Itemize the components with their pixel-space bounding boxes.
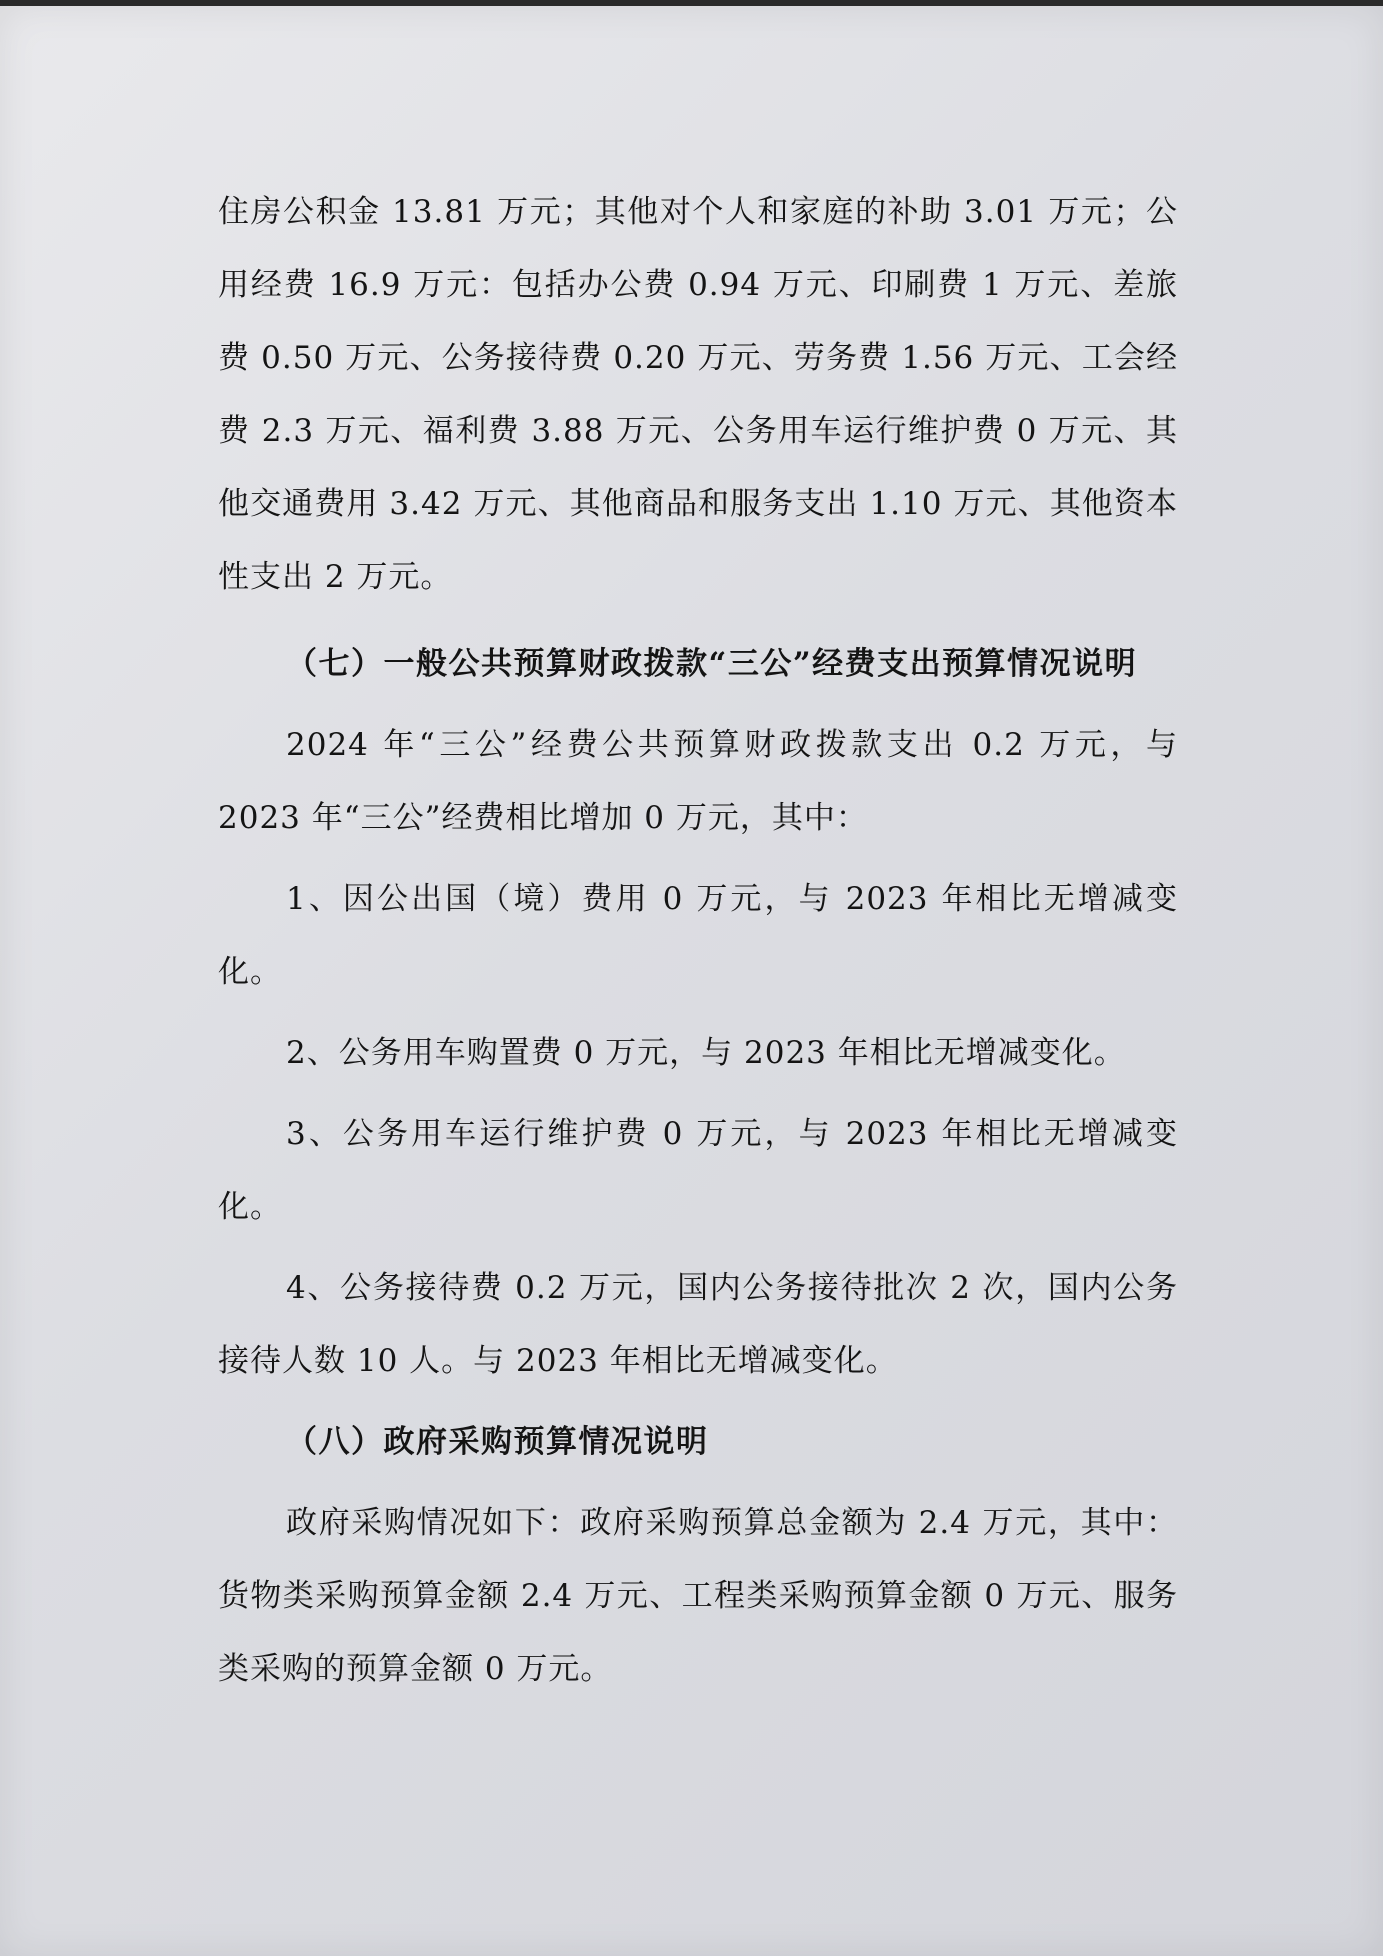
section-7-intro: 2024 年“三公”经费公共预算财政拨款支出 0.2 万元，与 2023 年“三公”经费相比增加 0 万元，其中： [218, 727, 1178, 836]
document-page [0, 6, 1383, 1956]
paragraph-continued: 住房公积金 13.81 万元；其他对个人和家庭的补助 3.01 万元；公用经费 16.9 万元：包括办公费 0.94 万元、印刷费 1 万元、差旅费 0.50 万元、公务接待费 0.20 万元、劳务费 1.56 万元、工会经费 2.3 万元、福利费 3.88 万元、公务用车运行维护费 0 万元、其他交通费用 3.42 万元、其他商品和服务支出 1.10 万元、其他资本性支出 2 万元。 [218, 194, 1178, 595]
document-body [218, 176, 1178, 1706]
section-7-heading: （七）一般公共预算财政拨款“三公”经费支出预算情况说明 [286, 646, 1138, 682]
section-7-item-1: 1、因公出国（境）费用 0 万元，与 2023 年相比无增减变化。 [218, 881, 1178, 990]
section-8-heading: （八）政府采购预算情况说明 [286, 1424, 709, 1460]
section-7-item-2: 2、公务用车购置费 0 万元，与 2023 年相比无增减变化。 [286, 1035, 1126, 1071]
section-7-item-4: 4、公务接待费 0.2 万元，国内公务接待批次 2 次，国内公务接待人数 10 人。与 2023 年相比无增减变化。 [218, 1270, 1178, 1379]
section-8-body: 政府采购情况如下：政府采购预算总金额为 2.4 万元，其中：货物类采购预算金额 2.4 万元、工程类采购预算金额 0 万元、服务类采购的预算金额 0 万元。 [218, 1505, 1178, 1687]
section-7-item-3: 3、公务用车运行维护费 0 万元，与 2023 年相比无增减变化。 [218, 1116, 1178, 1225]
